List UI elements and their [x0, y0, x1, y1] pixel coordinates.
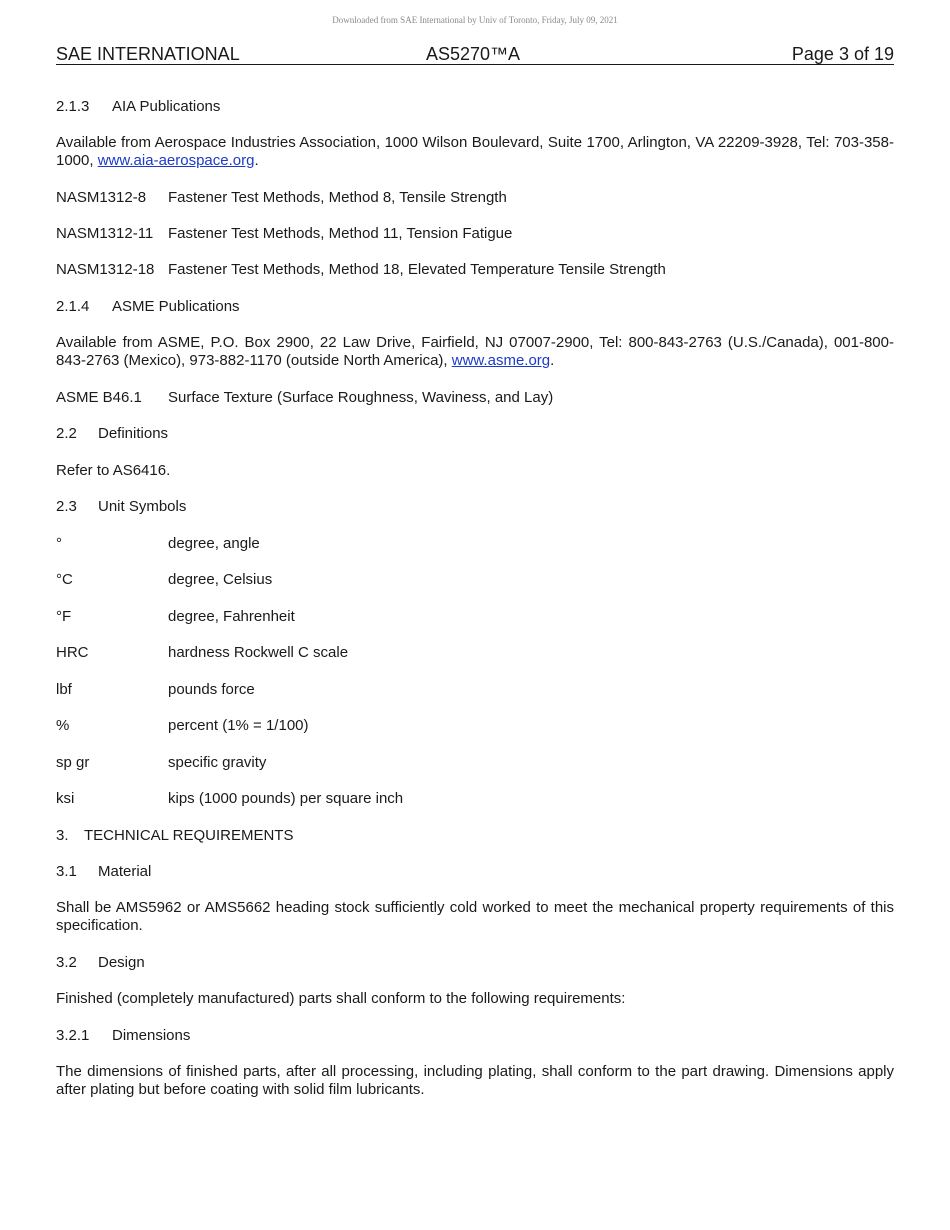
section-title: Unit Symbols [98, 498, 187, 515]
reference-row [56, 261, 894, 279]
section-title: TECHNICAL REQUIREMENTS [84, 827, 294, 844]
section-heading-3-1 [56, 863, 894, 881]
section-heading-2-1-3 [56, 98, 894, 116]
section-number: 3.2 [56, 954, 77, 971]
section-title: Design [98, 954, 145, 971]
unit-symbol: sp gr [56, 754, 90, 771]
unit-symbol-row [56, 790, 894, 808]
availability-text: Available from Aerospace Industries Association, 1000 Wilson Boulevard, Suite 1700, Arlington, VA 22209-3928, Tel: 703-358-1000, [56, 134, 894, 169]
page-header [56, 44, 894, 65]
section-title: AIA Publications [112, 98, 221, 115]
section-number: 2.3 [56, 498, 77, 515]
section-number: 2.1.3 [56, 98, 90, 115]
unit-symbol-row [56, 535, 894, 553]
reference-code: NASM1312-18 [56, 261, 155, 278]
page-number: Page 3 of 19 [791, 44, 894, 64]
reference-title: Fastener Test Methods, Method 11, Tension Fatigue [168, 225, 513, 242]
unit-symbol: lbf [56, 681, 72, 698]
reference-row [56, 189, 894, 207]
section-heading-3-2 [56, 954, 894, 972]
unit-symbol: % [56, 717, 70, 734]
unit-symbol: °C [56, 571, 73, 588]
reference-row [56, 225, 894, 243]
section-heading-3-2-1 [56, 1027, 894, 1045]
unit-symbol-row [56, 644, 894, 662]
unit-description: degree, angle [168, 535, 260, 552]
availability-text: Available from ASME, P.O. Box 2900, 22 Law Drive, Fairfield, NJ 07007-2900, Tel: 800-843-2763 (U.S./Canada), 001-800-843-2763 (Mexico), 973-882-1170 (outside North America), [56, 334, 894, 369]
section-heading-2-3 [56, 498, 894, 516]
unit-description: specific gravity [168, 754, 267, 771]
reference-title: Surface Texture (Surface Roughness, Waviness, and Lay) [168, 389, 554, 406]
unit-symbol: ksi [56, 790, 75, 807]
unit-description: kips (1000 pounds) per square inch [168, 790, 404, 807]
aia-availability-paragraph: Available from Aerospace Industries Association, 1000 Wilson Boulevard, Suite 1700, Arlington, VA 22209-3928, Tel: 703-358-1000, www.aia-aerospace.org. [56, 134, 894, 169]
unit-symbol-row [56, 608, 894, 626]
unit-symbol: °F [56, 608, 72, 625]
reference-title: Fastener Test Methods, Method 18, Elevated Temperature Tensile Strength [168, 261, 666, 278]
unit-symbol-row [56, 571, 894, 589]
unit-description: degree, Celsius [168, 571, 273, 588]
publisher-name: SAE INTERNATIONAL [56, 44, 240, 64]
reference-code: NASM1312-11 [56, 225, 154, 242]
section-number: 3.2.1 [56, 1027, 90, 1044]
section-title: Material [98, 863, 152, 880]
reference-title: Fastener Test Methods, Method 8, Tensile Strength [168, 189, 507, 206]
reference-code: NASM1312-8 [56, 189, 147, 206]
document-number: AS5270™A [426, 44, 521, 64]
design-paragraph: Finished (completely manufactured) parts shall conform to the following requirements: [56, 990, 626, 1007]
unit-symbol: ° [56, 535, 62, 552]
section-title: Definitions [98, 425, 169, 442]
unit-description: hardness Rockwell C scale [168, 644, 349, 661]
reference-code: ASME B46.1 [56, 389, 142, 406]
definitions-paragraph: Refer to AS6416. [56, 462, 171, 479]
section-number: 2.1.4 [56, 298, 90, 315]
download-watermark: Downloaded from SAE International by Univ of Toronto, Friday, July 09, 2021 [332, 15, 618, 25]
material-paragraph: Shall be AMS5962 or AMS5662 heading stock sufficiently cold worked to meet the mechanical property requirements of this specification. [56, 899, 894, 934]
dimensions-paragraph: The dimensions of finished parts, after all processing, including plating, shall conform to the part drawing. Dimensions apply after plating but before coating with solid film lubricants. [56, 1063, 894, 1098]
section-heading-2-2 [56, 425, 894, 443]
section-heading-2-1-4 [56, 298, 894, 316]
unit-description: degree, Fahrenheit [168, 608, 295, 625]
section-number: 3. [56, 827, 69, 844]
unit-description: percent (1% = 1/100) [168, 717, 309, 734]
section-title: ASME Publications [112, 298, 240, 315]
section-number: 2.2 [56, 425, 77, 442]
unit-symbol-row [56, 681, 894, 699]
asme-website-link[interactable]: www.asme.org [451, 352, 551, 369]
asme-availability-paragraph: Available from ASME, P.O. Box 2900, 22 Law Drive, Fairfield, NJ 07007-2900, Tel: 800-843-2763 (U.S./Canada), 001-800-843-2763 (Mexico), 973-882-1170 (outside North America), www.asme.org. [56, 334, 894, 369]
unit-description: pounds force [168, 681, 255, 698]
section-title: Dimensions [112, 1027, 191, 1044]
section-number: 3.1 [56, 863, 77, 880]
unit-symbol-row [56, 717, 894, 735]
section-heading-3 [56, 827, 894, 845]
aia-website-link[interactable]: www.aia-aerospace.org [97, 152, 255, 169]
reference-row [56, 389, 894, 407]
unit-symbol: HRC [56, 644, 89, 661]
unit-symbol-row [56, 754, 894, 772]
